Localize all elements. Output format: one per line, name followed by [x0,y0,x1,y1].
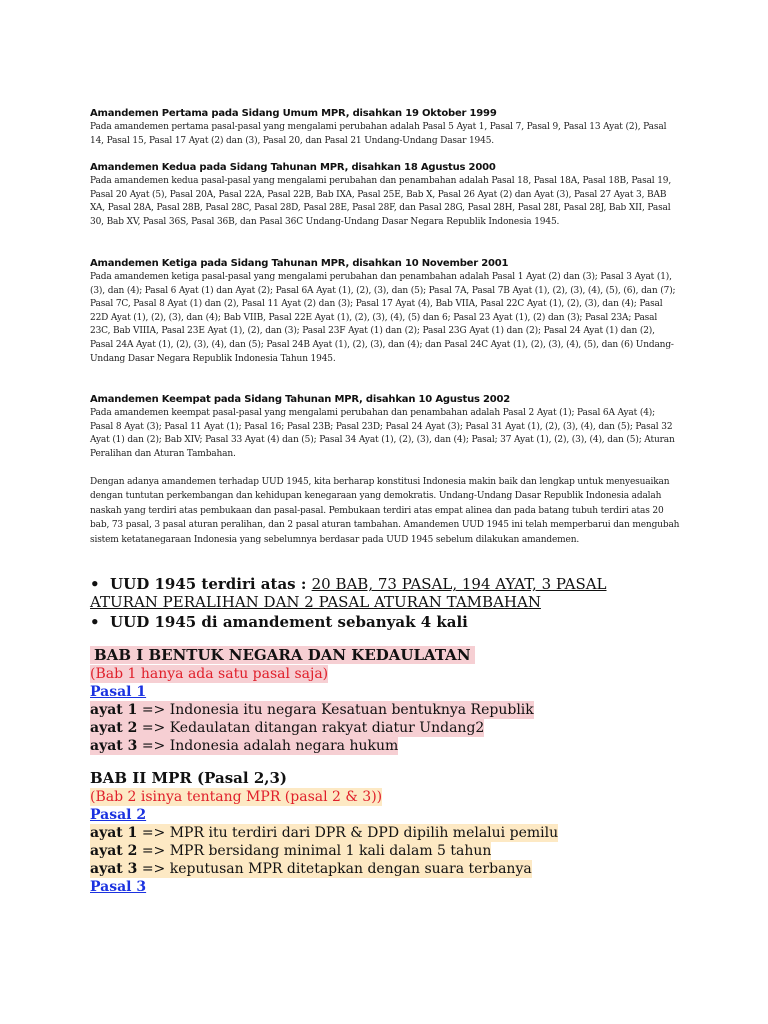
bab-2-ayat-2: ayat 2 => MPR bersidang minimal 1 kali dalam 5 tahun [90,843,492,859]
bullet-dot: • [90,575,111,593]
amendment-second [90,161,680,229]
bullet-amendment-count-label: UUD 1945 di amandement sebanyak 4 kali [110,613,468,631]
amendment-first [90,107,680,148]
bab-2-heading: BAB II MPR (Pasal 2,3) [90,769,288,787]
amendment-third-body: Pada amandemen ketiga pasal-pasal yang mengalami perubahan dan penambahan adalah Pasal 1 Ayat (2) dan (3); Pasal 3 Ayat (1), (3), dan (4); Pasal 6 Ayat (1) dan Ayat (2); Pasal 6A Ayat (1), (2), (3), dan (5); Pasal 7A, Pasal 7B Ayat (1), (2), (3), (4), (5), (6), dan (7); Pasal 7C, Pasal 8 Ayat (1) dan (2), Pasal 11 Ayat (2) dan (3); Pasal 17 Ayat (4), Bab VIIA, Pasal 22C Ayat (1), (2), (3), dan (4); Pasal 22D Ayat (1), (2), (3), dan (4); Bab VIIB, Pasal 22E Ayat (1), (2), (3), (4), (5) dan 6; Pasal 23 Ayat (1), (2) dan (3); Pasal 23A; Pasal 23C, Bab VIIIA, Pasal 23E Ayat (1), (2), dan (3); Pasal 23F Ayat (1) dan (2); Pasal 23G Ayat (1) dan (2); Pasal 24 Ayat (1) dan (2), Pasal 24A Ayat (1), (2), (3), (4), dan (5); Pasal 24B Ayat (1), (2), (3), dan (4); dan Pasal 24C Ayat (1), (2), (3), (4), (5), dan (6) Undang-Undang Dasar Negara Republik Indonesia Tahun 1945. [90,272,676,364]
bab-1-section [90,646,610,755]
bullet-structure-value: 20 BAB, 73 PASAL, 194 AYAT, 3 PASAL ATURAN PERALIHAN DAN 2 PASAL ATURAN TAMBAHAN [90,575,607,611]
bab-2-ayat-3: ayat 3 => keputusan MPR ditetapkan dengan suara terbanya [90,861,532,877]
amendment-fourth-title: Amandemen Keempat pada Sidang Tahunan MPR, disahkan 10 Agustus 2002 [90,394,511,405]
bab-1-ayat-1: ayat 1 => Indonesia itu negara Kesatuan bentuknya Republik [90,702,534,718]
bab-1-ayat-3: ayat 3 => Indonesia adalah negara hukum [90,738,399,754]
bab-2-section [90,769,610,896]
bab-2-note: (Bab 2 isinya tentang MPR (pasal 2 & 3)) [90,789,383,805]
bullet-item-structure [90,575,610,611]
bullet-list [90,575,610,633]
summary-paragraph: Dengan adanya amandemen terhadap UUD 1945, kita berharap konstitusi Indonesia makin baik dan lengkap untuk menyesuaikan dengan tuntutan perkembangan dan kehidupan kenegaraan yang demokratis. Undang-Undang Dasar Republik Indonesia adalah naskah yang terdiri atas pembukaan dan pasal-pasal. Pembukaan terdiri atas empat alinea dan pada batang tubuh terdiri atas 20 bab, 73 pasal, 3 pasal aturan peralihan, dan 2 pasal aturan tambahan. Amandemen UUD 1945 ini telah memperbarui dan mengubah sistem ketatanegaraan Indonesia yang sebelumnya berdasar pada UUD 1945 sebelum dilakukan amandemen. [90,477,680,545]
bab-1-heading: BAB I BENTUK NEGARA DAN KEDAULATAN [90,646,475,664]
amendment-first-body: Pada amandemen pertama pasal-pasal yang mengalami perubahan adalah Pasal 5 Ayat 1, Pasal 7, Pasal 9, Pasal 13 Ayat (2), Pasal 14, Pasal 15, Pasal 17 Ayat (2) dan (3), Pasal 20, dan Pasal 21 Undang-Undang Dasar 1945. [90,122,667,146]
bab-2-pasal-2-link[interactable]: Pasal 2 [90,807,147,823]
amendment-third [90,257,680,366]
amendment-fourth [90,393,680,461]
amendment-fourth-body: Pada amandemen keempat pasal-pasal yang mengalami perubahan dan penambahan adalah Pasal 2 Ayat (1); Pasal 6A Ayat (4); Pasal 8 Ayat (3); Pasal 11 Ayat (1); Pasal 16; Pasal 23B; Pasal 23D; Pasal 24 Ayat (3); Pasal 31 Ayat (1), (2), (3), (4), dan (5); Pasal 32 Ayat (1) dan (2); Bab XIV; Pasal 33 Ayat (4) dan (5); Pasal 34 Ayat (1), (2), (3), dan (4); Pasal; 37 Ayat (1), (2), (3), (4), dan (5); Aturan Peralihan dan Aturan Tambahan. [90,408,675,459]
summary-paragraph-block [90,475,680,547]
amendment-second-body: Pada amandemen kedua pasal-pasal yang mengalami perubahan dan penambahan adalah Pasal 18, Pasal 18A, Pasal 18B, Pasal 19, Pasal 20 Ayat (5), Pasal 20A, Pasal 22A, Pasal 22B, Bab IXA, Pasal 25E, Bab X, Pasal 26 Ayat (2) dan Ayat (3), Pasal 27 Ayat 3, BAB XA, Pasal 28A, Pasal 28B, Pasal 28C, Pasal 28D, Pasal 28E, Pasal 28F, dan Pasal 28G, Pasal 28H, Pasal 28I, Pasal 28J, Bab XII, Pasal 30, Bab XV, Pasal 36S, Pasal 36B, dan Pasal 36C Undang-Undang Dasar Negara Republik Indonesia 1945. [90,176,672,227]
bab-1-ayat-2: ayat 2 => Kedaulatan ditangan rakyat diatur Undang2 [90,720,485,736]
bab-2-ayat-1: ayat 1 => MPR itu terdiri dari DPR & DPD dipilih melalui pemilu [90,825,559,841]
bab-2-pasal-3-link[interactable]: Pasal 3 [90,879,147,895]
bullet-structure-label: UUD 1945 terdiri atas : [110,575,312,593]
bab-1-note: (Bab 1 hanya ada satu pasal saja) [90,666,329,682]
amendment-first-title: Amandemen Pertama pada Sidang Umum MPR, disahkan 19 Oktober 1999 [90,108,497,119]
bab-1-pasal-1-link[interactable]: Pasal 1 [90,684,147,700]
amendment-second-title: Amandemen Kedua pada Sidang Tahunan MPR, disahkan 18 Agustus 2000 [90,162,496,173]
bullet-item-amendment-count [90,613,610,631]
amendment-third-title: Amandemen Ketiga pada Sidang Tahunan MPR, disahkan 10 November 2001 [90,258,509,269]
bullet-dot: • [90,613,111,631]
